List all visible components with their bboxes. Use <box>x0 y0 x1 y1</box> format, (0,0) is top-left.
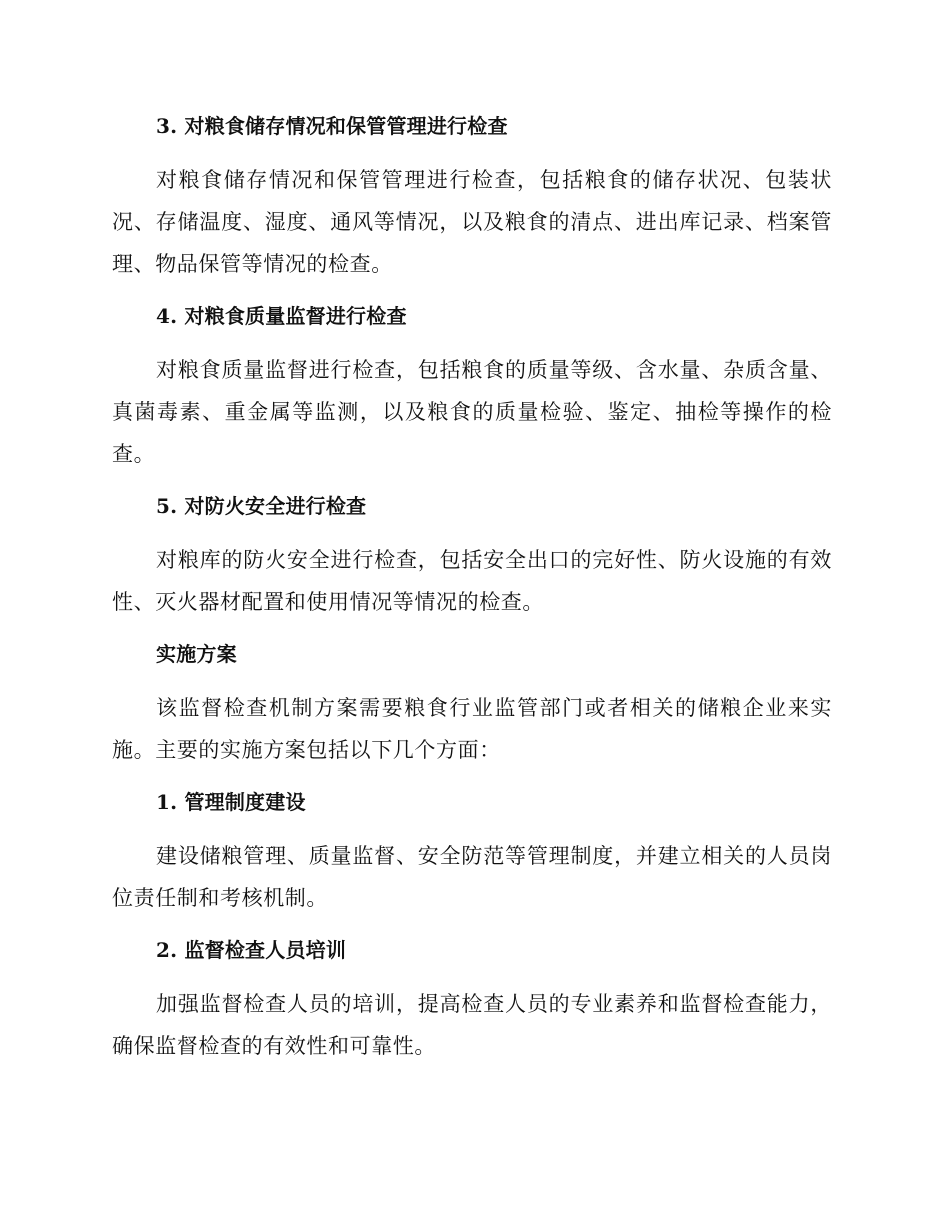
section-paragraph-management-system: 建设储粮管理、质量监督、安全防范等管理制度，并建立相关的人员岗位责任制和考核机制。 <box>112 844 832 910</box>
section-heading-implementation-plan: 实施方案 <box>156 642 237 666</box>
section-paragraph-quality-supervision: 对粮食质量监督进行检查，包括粮食的质量等级、含水量、杂质含量、真菌毒素、重金属等监测，以及粮食的质量检验、鉴定、抽检等操作的检查。 <box>112 358 832 466</box>
section-paragraph-inspector-training: 加强监督检查人员的培训，提高检查人员的专业素养和监督检查能力，确保监督检查的有效性和可靠性。 <box>112 992 832 1058</box>
section-paragraph-implementation-plan: 该监督检查机制方案需要粮食行业监管部门或者相关的储粮企业来实施。主要的实施方案包括以下几个方面： <box>112 696 832 762</box>
section-heading-grain-storage: 3. 对粮食储存情况和保管管理进行检查 <box>156 114 508 138</box>
section-heading-quality-supervision: 4. 对粮食质量监督进行检查 <box>156 304 407 328</box>
document-page <box>112 112 832 1067</box>
section-heading-inspector-training: 2. 监督检查人员培训 <box>156 938 347 962</box>
section-paragraph-fire-safety: 对粮库的防火安全进行检查，包括安全出口的完好性、防火设施的有效性、灭火器材配置和使用情况等情况的检查。 <box>112 548 832 614</box>
section-heading-management-system: 1. 管理制度建设 <box>156 790 306 814</box>
section-paragraph-grain-storage: 对粮食储存情况和保管管理进行检查，包括粮食的储存状况、包装状况、存储温度、湿度、通风等情况，以及粮食的清点、进出库记录、档案管理、物品保管等情况的检查。 <box>112 168 832 276</box>
section-heading-fire-safety: 5. 对防火安全进行检查 <box>156 494 367 518</box>
